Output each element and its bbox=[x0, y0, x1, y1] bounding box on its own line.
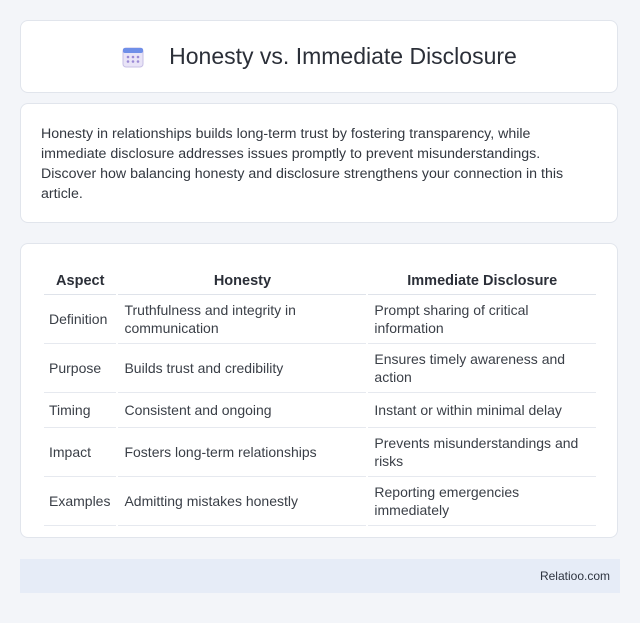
row-disclosure: Reporting emergencies immediately bbox=[368, 477, 596, 526]
table-row bbox=[44, 393, 596, 428]
row-disclosure: Ensures timely awareness and action bbox=[368, 344, 596, 393]
row-aspect: Examples bbox=[44, 477, 116, 526]
row-honesty: Truthfulness and integrity in communication bbox=[118, 295, 366, 344]
row-honesty: Consistent and ongoing bbox=[118, 393, 366, 428]
header-immediate-disclosure: Immediate Disclosure bbox=[368, 264, 596, 295]
header-aspect: Aspect bbox=[44, 264, 116, 295]
row-aspect: Impact bbox=[44, 428, 116, 477]
footer bbox=[20, 559, 620, 593]
row-aspect: Definition bbox=[44, 295, 116, 344]
table-header-row bbox=[44, 264, 596, 295]
row-aspect: Timing bbox=[44, 393, 116, 428]
header-honesty: Honesty bbox=[118, 264, 366, 295]
row-aspect: Purpose bbox=[44, 344, 116, 393]
row-disclosure: Prevents misunderstandings and risks bbox=[368, 428, 596, 477]
calendar-icon bbox=[121, 45, 145, 69]
title-card bbox=[20, 20, 618, 93]
footer-brand: Relatioo.com bbox=[539, 569, 610, 583]
intro-card bbox=[20, 103, 618, 223]
row-disclosure: Prompt sharing of critical information bbox=[368, 295, 596, 344]
row-honesty: Fosters long-term relationships bbox=[118, 428, 366, 477]
intro-text: Honesty in relationships builds long-term trust by fostering transparency, while immediate disclosure addresses issues promptly to prevent misunderstandings. Discover how balancing honesty and disclosure strengthens your connection in this article. bbox=[41, 126, 564, 202]
row-disclosure: Instant or within minimal delay bbox=[368, 393, 596, 428]
row-honesty: Builds trust and credibility bbox=[118, 344, 366, 393]
table-row bbox=[44, 428, 596, 477]
comparison-card bbox=[20, 243, 618, 538]
row-honesty: Admitting mistakes honestly bbox=[118, 477, 366, 526]
table-row bbox=[44, 477, 596, 526]
comparison-table bbox=[42, 264, 598, 526]
table-row bbox=[44, 295, 596, 344]
table-row bbox=[44, 344, 596, 393]
page-title: Honesty vs. Immediate Disclosure bbox=[169, 43, 517, 69]
